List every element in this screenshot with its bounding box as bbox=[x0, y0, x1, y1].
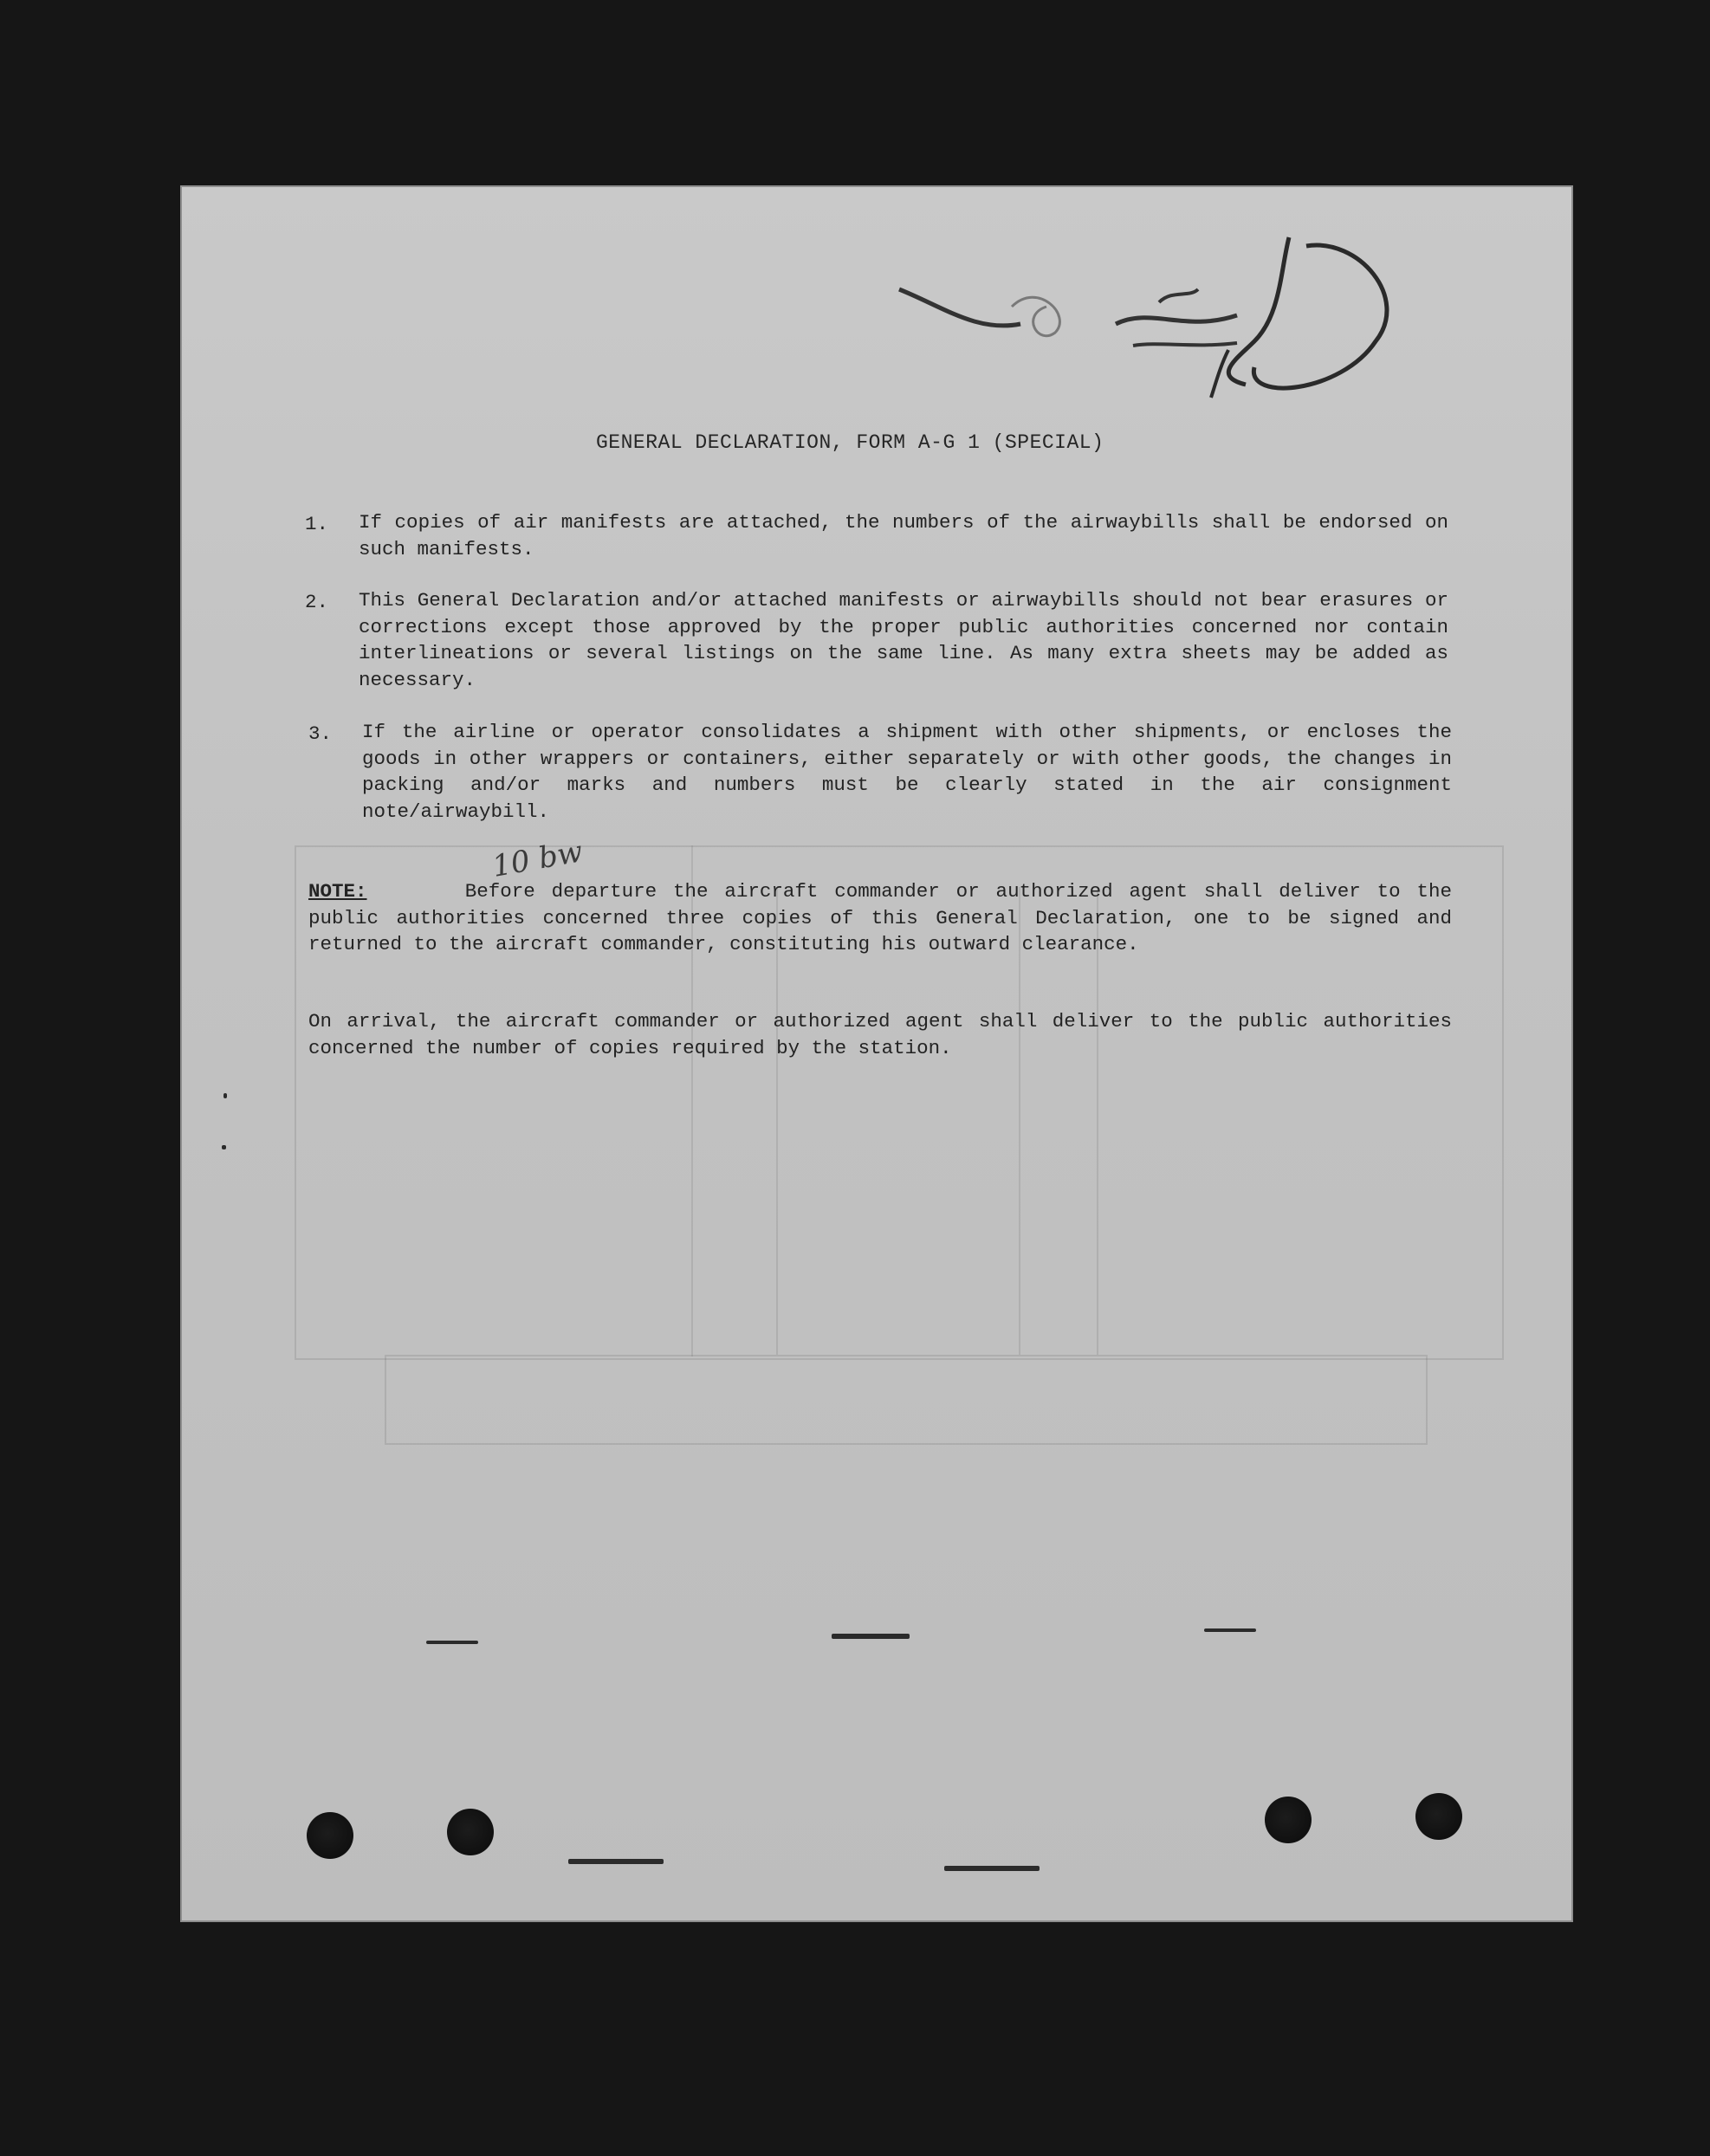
ink-speck bbox=[222, 1145, 226, 1149]
bleed-through-box bbox=[385, 1355, 1428, 1445]
punch-hole bbox=[307, 1812, 353, 1859]
ink-speck bbox=[426, 1641, 478, 1644]
page-title: GENERAL DECLARATION, FORM A-G 1 (SPECIAL) bbox=[596, 431, 1104, 454]
item-number: 1. bbox=[305, 513, 329, 535]
ink-speck bbox=[1204, 1628, 1256, 1632]
arrival-paragraph: On arrival, the aircraft commander or authorized agent shall deliver to the public authorities concerned the number of copies required by the station. bbox=[308, 1010, 1452, 1059]
item-text: If copies of air manifests are attached, the numbers of the airwaybills shall be endorsed on such manifests. bbox=[359, 511, 1448, 560]
item-text: This General Declaration and/or attached manifests or airwaybills should not bear erasures or corrections except those approved by the proper public authorities concerned nor contain interlineations or several listings on the same line. As many extra sheets may be added as necessary. bbox=[359, 589, 1448, 691]
ink-speck bbox=[832, 1634, 910, 1639]
item-number: 3. bbox=[308, 722, 333, 745]
note-paragraph bbox=[308, 878, 1452, 958]
document-page bbox=[180, 185, 1573, 1922]
item-text: If the airline or operator consolidates a shipment with other shipments, or encloses the goods in other wrappers or containers, either separately or with other goods, the changes in packing and/or marks and numbers must be clearly stated in the air consignment note/airwaybill. bbox=[362, 721, 1452, 823]
punch-hole bbox=[1265, 1797, 1312, 1843]
punch-hole bbox=[447, 1809, 494, 1855]
ink-speck bbox=[223, 1093, 227, 1098]
ink-speck bbox=[944, 1866, 1040, 1871]
note-label: NOTE: bbox=[308, 880, 367, 903]
ink-speck bbox=[568, 1859, 664, 1864]
punch-hole bbox=[1415, 1793, 1462, 1840]
item-number: 2. bbox=[305, 591, 329, 613]
handwritten-annotation: 10 bw bbox=[489, 834, 586, 884]
handwritten-signature bbox=[873, 203, 1549, 428]
note-text: Before departure the aircraft commander or authorized agent shall deliver to the public authorities concerned three copies of this General Declaration, one to be signed and returned to the aircraft commander, constituting his outward clearance. bbox=[308, 880, 1452, 955]
